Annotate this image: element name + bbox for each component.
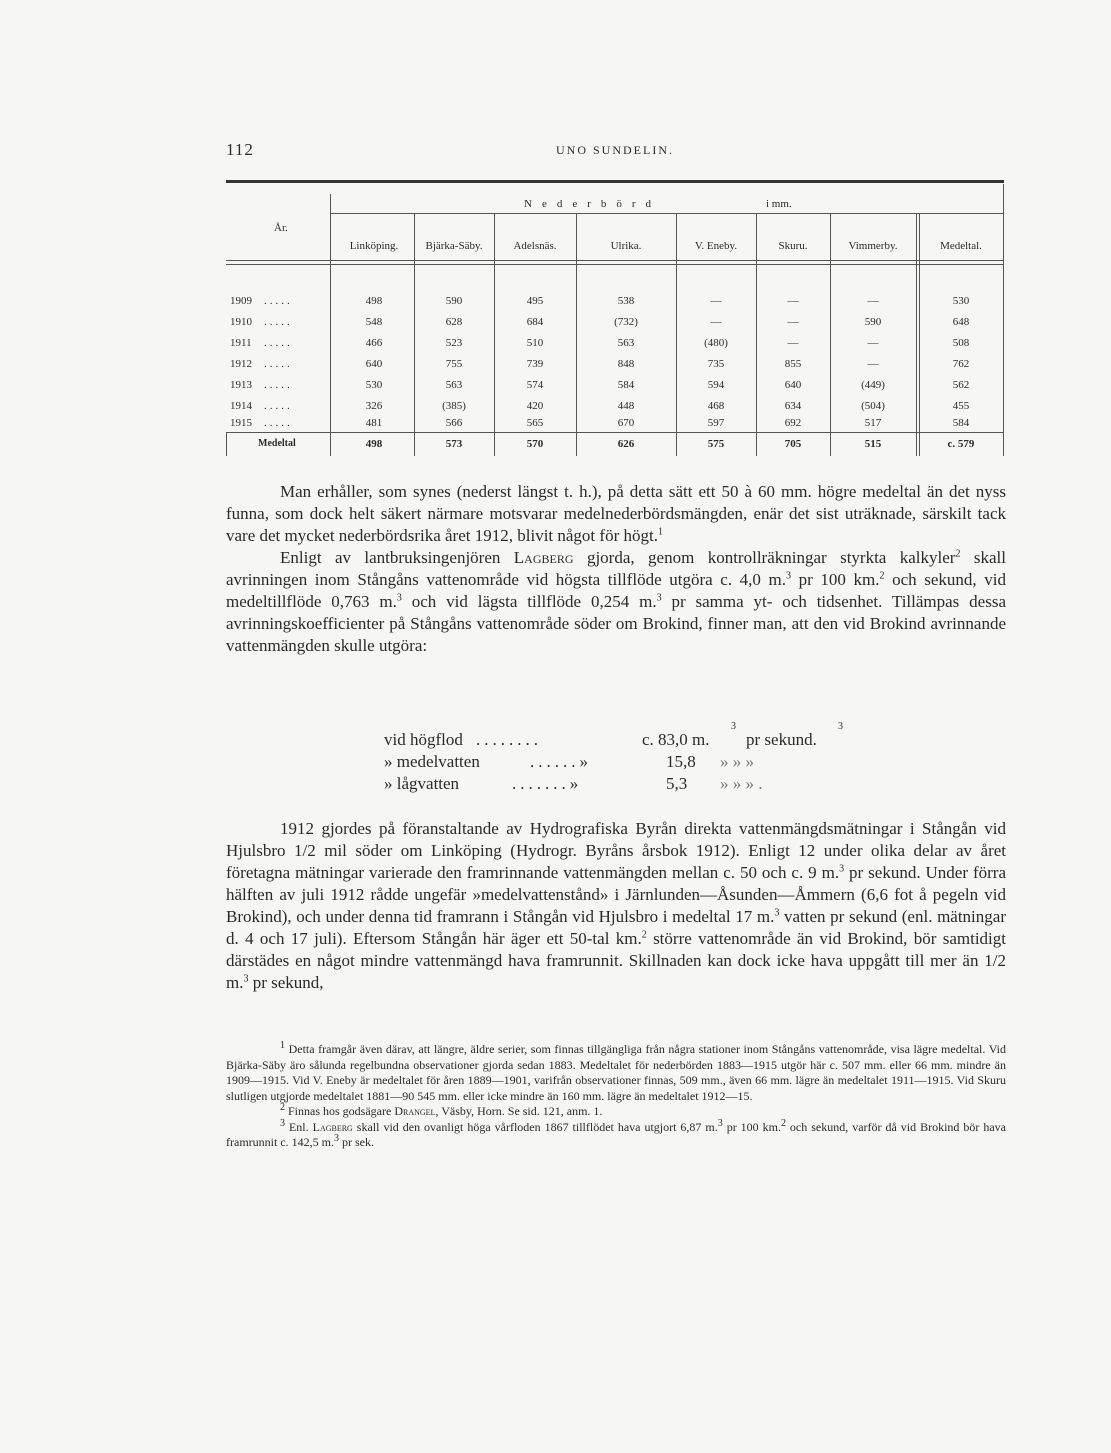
cell: —	[867, 358, 879, 370]
cell: 762	[952, 358, 970, 370]
discharge-list	[384, 721, 884, 795]
mean-cell: c. 579	[947, 438, 975, 450]
col-header-ulrika: Ulrika.	[610, 240, 642, 252]
col-header-bjarka-saby: Bjärka-Säby.	[425, 240, 483, 252]
precipitation-table	[226, 180, 1004, 460]
year-column-header: År.	[274, 222, 288, 234]
cell: 517	[864, 417, 882, 429]
row-year: 1910	[230, 316, 252, 328]
cell: —	[787, 337, 799, 349]
cell: 420	[526, 400, 544, 412]
row-year: 1911	[230, 337, 252, 349]
cell: 448	[617, 400, 635, 412]
table-row: 1913 ..... 530 563 574 584 594 640 (449) 562	[226, 377, 1004, 397]
footnote-3: $^3$ Enl. Lagberg skall vid den ovanligt höga vårfloden 1867 tillflödet hava utgjort 6,87 m.$^3$ pr 100 km.$^2$ och sekund, varför då vid Brokind bör hava framrunnit c. 142,5 m.$^3$ pr sek.	[226, 1117, 1006, 1149]
paragraph-3: 1912 gjordes på föranstaltande av Hydrografiska Byrån direkta vattenmängdsmätningar i Stångån vid Hjulsbro 1/2 mil söder om Linköping (Hydrogr. Byråns årsbok 1912). Enligt 12 under olika delar av året företagna mätningar varierade den framrinnande vattenmängden mellan c. 50 och c. 9 m.$^3$ pr sekund. Under förra hälften av juli 1912 rådde ungefär »medelvattenstånd» i Järnlunden—Åsunden—Åmmern (6,6 fot å pegeln vid Brokind), och under denna tid framrann i Stångån vid Hjulsbro i medeltal 17 m.$^3$ vatten pr sekund (enl. mätningar d. 4 och 17 juli). Eftersom Stångån här äger ett 50-tal km.$^2$ större vattenområde än vid Brokind, bör samtidigt därstädes en något mindre vattenmängd hava framrunnit. Skillnaden kan dock icke hava uppgått till mer än 1/2 m.$^3$ pr sekund,	[226, 819, 1006, 992]
footnotes	[226, 1042, 1006, 1151]
table-top-rule	[226, 180, 1004, 183]
mean-cell: 626	[617, 438, 635, 450]
cell: 640	[784, 379, 802, 391]
table-row: 1915 ..... 481 566 565 670 597 692 517 584	[226, 415, 1004, 435]
cell: 670	[617, 417, 635, 429]
cell: 735	[707, 358, 725, 370]
mean-cell: 498	[365, 438, 383, 450]
cell: 508	[952, 337, 970, 349]
body-text-upper	[226, 481, 1006, 657]
row-year: 1914	[230, 400, 252, 412]
cell: —	[787, 295, 799, 307]
footnote-2: $^2$ Finnas hos godsägare Drangel, Väsby, Horn. Se sid. 121, anm. 1.	[280, 1102, 603, 1118]
cell: 563	[617, 337, 635, 349]
col-header-linkoping: Linköping.	[349, 240, 399, 252]
col-header-adelsnas: Adelsnäs.	[513, 240, 557, 252]
cell: 326	[365, 400, 383, 412]
cell: —	[710, 316, 722, 328]
cell: 594	[707, 379, 725, 391]
list-item: » lågvatten .......» 5,3 » » » .	[384, 774, 763, 793]
cell: (504)	[861, 400, 885, 412]
paragraph-2: Enligt av lantbruksingenjören Lagberg gjorda, genom kontrollräkningar styrkta kalkyler$^2$ skall avrinningen inom Stångåns vattenområde vid högsta tillflöde utgöra c. 4,0 m.$^3$ pr 100 km.$^2$ och sekund, vid medeltillflöde 0,763 m.$^3$ och vid lägsta tillflöde 0,254 m.$^3$ pr samma yt- och tidsenhet. Tillämpas dessa avrinningskoefficienter på Stångåns vattenområde söder om Brokind, finner man, att den vid Brokind avrinnande vattenmängden skulle utgöra:	[226, 548, 1006, 655]
cell: (385)	[442, 400, 466, 412]
cell: 523	[445, 337, 463, 349]
cell: —	[787, 316, 799, 328]
table-row: 1914 ..... 326 (385) 420 448 468 634 (504) 455	[226, 398, 1004, 418]
cell: 468	[707, 400, 725, 412]
cell: 684	[526, 316, 544, 328]
footnote-1: $^1$ Detta framgår även därav, att längre, äldre serier, som finnas tillgängliga från några stationer inom Stångåns vattenområde, visa lägre medeltal. Vid Bjärka-Säby äro sålunda regelbundna observationer gjorda sedan 1883. Medeltalet för nederbörden 1883—1915 utgör här c. 507 mm. eller 66 mm. mindre än 1909—1915. Vid V. Eneby är medeltalet för åren 1889—1901, varifrån observationer finnas, 509 mm., även 66 mm. lägre än medeltalet 1911—1915. Vid Skuru slutligen utgjorde medeltalet 1881—90 545 mm. eller icke mindre än 160 mm. lägre än medeltalet 1912—15.	[226, 1040, 1006, 1103]
cell: 590	[864, 316, 882, 328]
cell: 755	[445, 358, 463, 370]
cell: 548	[365, 316, 383, 328]
cell: 565	[526, 417, 544, 429]
col-header-medeltal: Medeltal.	[940, 240, 982, 252]
cell: 455	[952, 400, 970, 412]
cell: (732)	[614, 316, 638, 328]
cell: —	[867, 295, 879, 307]
running-head: UNO SUNDELIN.	[556, 143, 674, 157]
cell: 498	[365, 295, 383, 307]
cell: 634	[784, 400, 802, 412]
cell: 584	[617, 379, 635, 391]
cell: —	[867, 337, 879, 349]
cell: 566	[445, 417, 463, 429]
page-number: 112	[226, 140, 254, 159]
cell: 590	[445, 295, 463, 307]
cell: 648	[952, 316, 970, 328]
mean-label: Medeltal	[258, 438, 296, 449]
cell: 510	[526, 337, 544, 349]
cell: 584	[952, 417, 970, 429]
cell: 481	[365, 417, 383, 429]
cell: (449)	[861, 379, 885, 391]
cell: 466	[365, 337, 383, 349]
cell: 562	[952, 379, 970, 391]
cell: 495	[526, 295, 544, 307]
mean-row	[226, 436, 1004, 456]
cell: 574	[526, 379, 544, 391]
table-caption-unit: i mm.	[766, 198, 792, 210]
table-row: 1912 ..... 640 755 739 848 735 855 — 762	[226, 356, 1004, 376]
cell: 692	[784, 417, 802, 429]
col-header-skuru: Skuru.	[778, 240, 808, 252]
cell: (480)	[704, 337, 728, 349]
cell: 848	[617, 358, 635, 370]
table-caption: Nederbörd	[524, 198, 662, 210]
body-text-lower	[226, 818, 1006, 994]
row-year: 1915	[230, 417, 252, 429]
paragraph-1: Man erhåller, som synes (nederst längst t. h.), på detta sätt ett 50 à 60 mm. högre medeltal än det nyss funna, som dock helt säkert närmare motsvarar medelnederbördsmängden, enär det sist uträknade, särskilt tack vare det mycket nederbördsrika året 1912, blivit något för högt.$^1$	[226, 482, 1006, 545]
cell: 597	[707, 417, 725, 429]
cell: 530	[365, 379, 383, 391]
cell: 640	[365, 358, 383, 370]
cell: 855	[784, 358, 802, 370]
mean-cell: 705	[784, 438, 802, 450]
col-header-v-eneby: V. Eneby.	[694, 240, 738, 252]
cell: 739	[526, 358, 544, 370]
cell: —	[710, 295, 722, 307]
row-year: 1909	[230, 295, 252, 307]
mean-cell: 570	[526, 438, 544, 450]
page-header	[226, 140, 1006, 160]
table-row: 1909 ..... 498 590 495 538 — — — 530	[226, 293, 1004, 313]
list-item: » medelvatten ......» 15,8 » » »	[384, 752, 754, 771]
row-year: 1913	[230, 379, 252, 391]
table-row: 1910 ..... 548 628 684 (732) — — 590 648	[226, 314, 1004, 334]
cell: 538	[617, 295, 635, 307]
row-year: 1912	[230, 358, 252, 370]
mean-cell: 575	[707, 438, 725, 450]
cell: 563	[445, 379, 463, 391]
mean-cell: 573	[445, 438, 463, 450]
mean-cell: 515	[864, 438, 882, 450]
cell: 530	[952, 295, 970, 307]
col-header-vimmerby: Vimmerby.	[848, 240, 898, 252]
cell: 628	[445, 316, 463, 328]
list-item: vid högflod ........ c. 83,0 m. 3 pr sekund. 3	[384, 721, 843, 749]
table-row: 1911 ..... 466 523 510 563 (480) — — 508	[226, 335, 1004, 355]
caption-rule	[331, 213, 1003, 214]
